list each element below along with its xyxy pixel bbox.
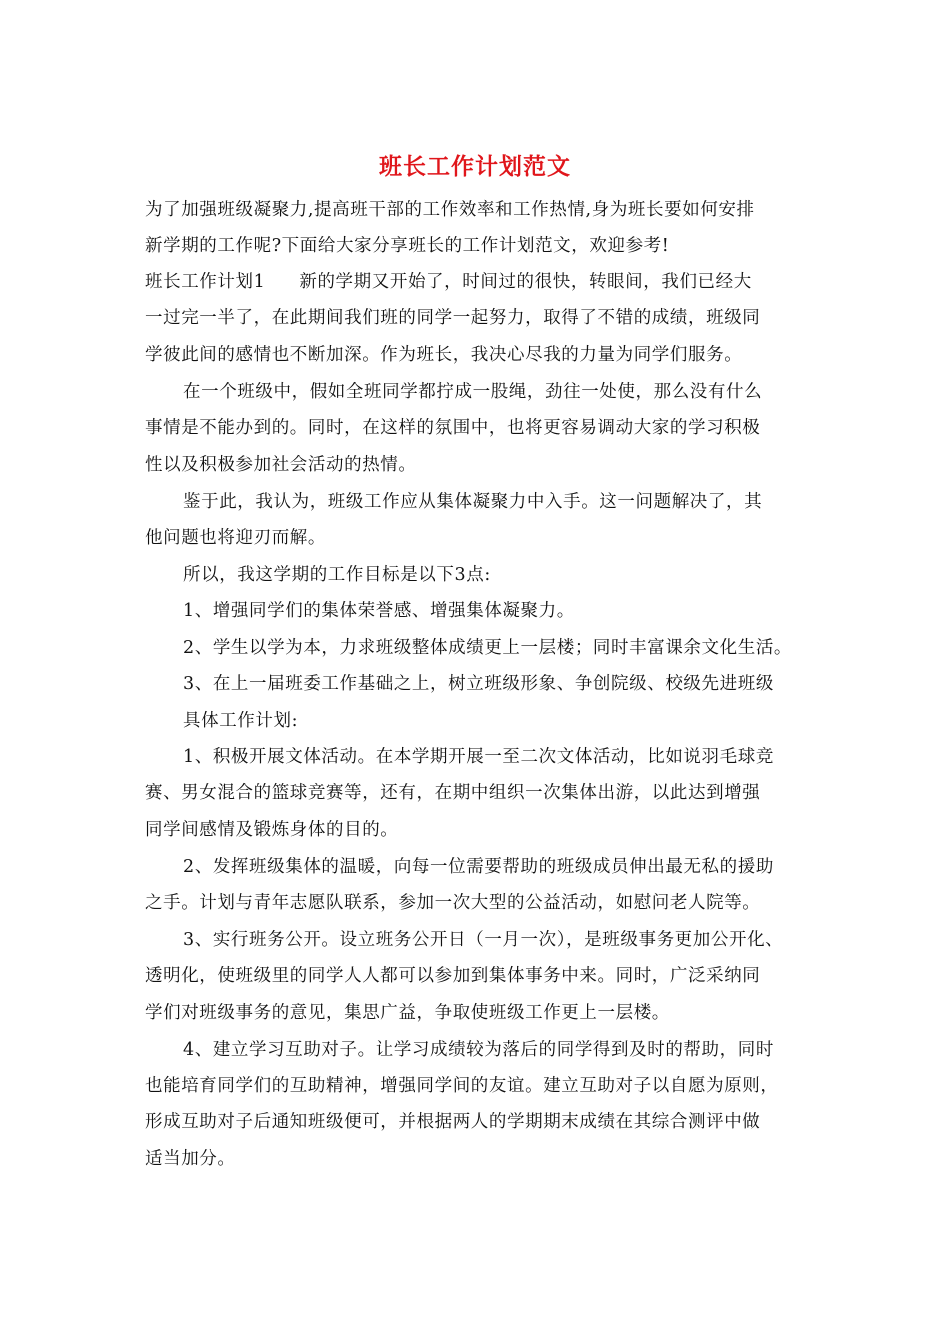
plan-4-line-1: 4、建立学习互助对子。让学习成绩较为落后的同学得到及时的帮助，同时: [183, 1040, 774, 1060]
plan-3-line-3: 学们对班级事务的意见，集思广益，争取使班级工作更上一层楼。: [145, 1003, 670, 1023]
goal-item-3: 3、在上一届班委工作基础之上，树立班级形象、争创院级、校级先进班级: [183, 674, 774, 694]
plan-4-line-4: 适当加分。: [145, 1149, 236, 1169]
goals-intro: 所以，我这学期的工作目标是以下3点:: [183, 565, 491, 585]
intro-line-1: 为了加强班级凝聚力,提高班干部的工作效率和工作热情,身为班长要如何安排: [145, 200, 755, 220]
section-heading: 班长工作计划1: [145, 272, 266, 292]
plan-3-line-2: 透明化，使班级里的同学人人都可以参加到集体事务中来。同时，广泛采纳同: [145, 966, 761, 986]
paragraph-1-line-2: 一过完一半了，在此期间我们班的同学一起努力，取得了不错的成绩，班级同: [145, 308, 761, 328]
plan-3-line-1: 3、实行班务公开。设立班务公开日（一月一次），是班级事务更加公开化、: [183, 930, 784, 950]
plan-2-line-1: 2、发挥班级集体的温暖，向每一位需要帮助的班级成员伸出最无私的援助: [183, 857, 774, 877]
plan-heading: 具体工作计划:: [183, 711, 299, 731]
paragraph-2-line-1: 在一个班级中，假如全班同学都拧成一股绳，劲往一处使，那么没有什么: [183, 382, 763, 402]
intro-line-2: 新学期的工作呢?下面给大家分享班长的工作计划范文，欢迎参考!: [145, 236, 670, 256]
plan-1-line-1: 1、积极开展文体活动。在本学期开展一至二次文体活动，比如说羽毛球竞: [183, 747, 774, 767]
plan-4-line-2: 也能培育同学们的互助精神，增强同学间的友谊。建立互助对子以自愿为原则，: [145, 1076, 779, 1096]
paragraph-3-line-2: 他问题也将迎刃而解。: [145, 528, 326, 548]
section-heading-line: [145, 270, 752, 294]
plan-4-line-3: 形成互助对子后通知班级便可，并根据两人的学期期末成绩在其综合测评中做: [145, 1112, 761, 1132]
plan-2-line-2: 之手。计划与青年志愿队联系，参加一次大型的公益活动，如慰问老人院等。: [145, 893, 761, 913]
goal-item-1: 1、增强同学们的集体荣誉感、增强集体凝聚力。: [183, 601, 575, 621]
plan-1-line-2: 赛、男女混合的篮球竞赛等，还有，在期中组织一次集体出游，以此达到增强: [145, 783, 761, 803]
paragraph-2-line-2: 事情是不能办到的。同时，在这样的氛围中，也将更容易调动大家的学习积极: [145, 418, 761, 438]
paragraph-2-line-3: 性以及积极参加社会活动的热情。: [145, 455, 417, 475]
paragraph-1-line-1: 新的学期又开始了，时间过的很快，转眼间，我们已经大: [299, 272, 752, 292]
goal-item-2: 2、学生以学为本，力求班级整体成绩更上一层楼；同时丰富课余文化生活。: [183, 638, 793, 658]
paragraph-3-line-1: 鉴于此，我认为，班级工作应从集体凝聚力中入手。这一问题解决了，其: [183, 492, 763, 512]
document-title: 班长工作计划范文: [379, 153, 571, 180]
plan-1-line-3: 同学间感情及锻炼身体的目的。: [145, 820, 399, 840]
paragraph-1-line-3: 学彼此间的感情也不断加深。作为班长，我决心尽我的力量为同学们服务。: [145, 345, 743, 365]
